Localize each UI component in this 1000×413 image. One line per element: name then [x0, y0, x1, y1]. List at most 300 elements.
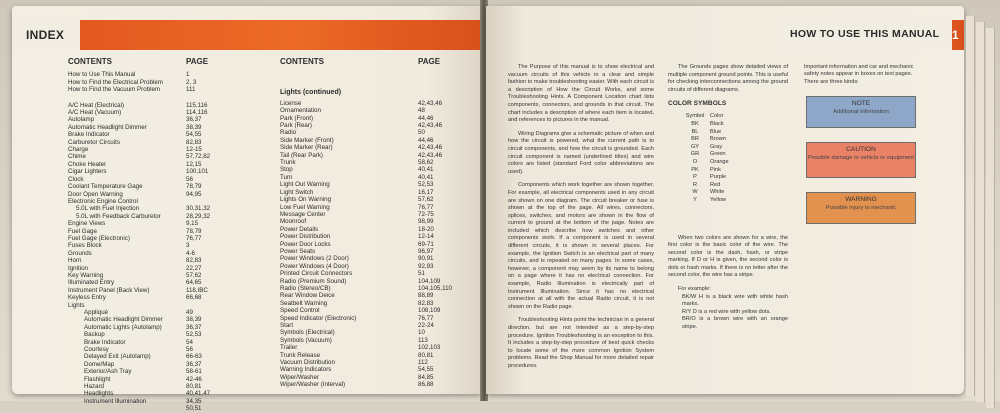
index-entry-label: Trailer: [280, 344, 298, 352]
index-row: [68, 287, 238, 294]
index-entry-label: Symbols (Electrical): [280, 329, 335, 337]
grounds-text: The Grounds pages show detailed views of multiple component ground points. This is useful for checking interconnections among the ground circuits of different diagrams.: [668, 64, 788, 93]
index-row: [68, 116, 238, 123]
index-entry-label: Park (Front): [280, 114, 314, 122]
index-entry-label: Choke Heater: [68, 160, 107, 168]
color-name: Purple: [710, 174, 727, 181]
index-entry-page: 38,39: [186, 123, 202, 131]
top-entries: [68, 71, 238, 93]
index-entry-label: Horn: [68, 257, 82, 265]
index-entry-page: 94,95: [186, 190, 202, 198]
index-entry-page: 57,72,82: [186, 153, 211, 161]
warning-title: WARNING: [845, 196, 877, 203]
index-row: [68, 161, 238, 168]
color-symbols-column: [668, 64, 788, 332]
color-rows: [680, 121, 800, 205]
index-entry-page: 118,IBC: [186, 286, 208, 294]
index-row: [68, 316, 238, 323]
lights-continued-heading: Lights (continued): [280, 89, 342, 97]
index-entry-label: Rear Window Deice: [280, 292, 335, 300]
index-entry-page: 96,97: [418, 247, 434, 255]
index-entry-page: 9,15: [186, 220, 199, 228]
index-entries: [68, 102, 238, 413]
index-row: [68, 309, 238, 316]
index-row: [68, 109, 238, 116]
index-row: [68, 383, 238, 390]
index-entry-label: Keyless Entry: [68, 294, 106, 302]
index-row: [68, 191, 238, 198]
index-entry-label: Chime: [68, 153, 86, 161]
index-row: [280, 270, 470, 277]
index-page: [12, 6, 482, 413]
index-entry-page: 88,89: [418, 292, 434, 300]
index-entry-label: Brake Indicator: [84, 338, 126, 346]
index-entry-page: 57,62: [186, 271, 202, 279]
index-entry-label: Printed Circuit Connectors: [280, 270, 353, 278]
color-symbols-title: COLOR SYMBOLS: [668, 100, 727, 108]
index-entry-label: Ignition: [68, 264, 88, 272]
index-row: [280, 352, 470, 359]
index-row: [68, 235, 238, 242]
index-row: [68, 139, 238, 146]
color-row: [680, 159, 800, 167]
color-name: Gray: [710, 143, 723, 150]
index-entry-label: Start: [280, 322, 294, 329]
index-entry-page: 28,29,32: [186, 212, 211, 220]
index-row: [280, 374, 470, 381]
color-name: Yellow: [710, 196, 726, 203]
index-entry-page: 72-75: [418, 210, 434, 218]
index-entry-label: Fuses Block: [68, 242, 102, 250]
index-entry-label: Symbols (Vacuum): [280, 336, 332, 344]
index-row: [68, 279, 238, 286]
color-symbol: R: [692, 181, 698, 188]
intro-text-column: [508, 64, 654, 377]
color-row: [680, 151, 800, 159]
index-entry-page: 40,41: [418, 173, 434, 181]
color-name: Pink: [710, 166, 721, 173]
index-entry-page: 40,41: [418, 166, 434, 174]
index-entry-page: 42,43,46: [418, 151, 443, 159]
index-entry-page: 42,43,46: [418, 122, 443, 130]
paragraph: Wiring Diagrams give a schematic picture of when and how the circuit is powered, what the current path is to circuit components, and how the circuit is grounded. Each circuit component is named (underlined titles) and wire colors are listed (standard Ford color abbreviations are used).: [508, 130, 654, 175]
index-entry-label: How to Find the Electrical Problem: [68, 78, 163, 86]
index-entry-label: Cigar Lighters: [68, 168, 107, 176]
contents-header: [68, 58, 238, 65]
color-symbol: GR: [690, 151, 700, 158]
color-name: Red: [710, 181, 721, 188]
index-row: [68, 213, 238, 220]
color-name: Orange: [710, 158, 729, 165]
caution-description: Possible damage to vehicle or equipment: [807, 155, 915, 161]
index-entry-label: Dome/Map: [84, 360, 115, 368]
index-row: [280, 100, 470, 107]
index-entry-page: 78,79: [186, 183, 202, 191]
index-entry-page: 82,83: [186, 257, 202, 265]
index-row: [280, 166, 470, 173]
how-to-banner: [782, 20, 964, 50]
index-entry-page: 42,43,46: [418, 99, 443, 107]
note-title: NOTE: [851, 100, 871, 107]
index-entry-page: 78,79: [186, 227, 202, 235]
index-entry-page: 3: [186, 242, 190, 250]
index-row: [280, 248, 470, 255]
index-row: [68, 339, 238, 346]
index-entry-label: Radio (Premium Sound): [280, 277, 347, 285]
index-row: [280, 307, 470, 314]
index-entry-page: 66-63: [186, 353, 202, 361]
index-entry-label: Electronic Engine Control: [68, 197, 138, 205]
index-row: [68, 242, 238, 249]
index-entry-page: 44,46: [418, 136, 434, 144]
index-row: [68, 86, 238, 93]
index-entry-label: Brake Indicator: [68, 131, 110, 139]
index-row: [280, 144, 470, 151]
index-entry-page: 64,65: [186, 279, 202, 287]
index-entry-label: Tail (Rear Park): [280, 151, 323, 159]
index-entry-label: Backup: [84, 331, 105, 339]
index-entry-page: 108,109: [418, 307, 441, 315]
note-description: Additional information: [833, 109, 889, 115]
index-row: [280, 211, 470, 218]
color-row: [680, 197, 800, 205]
index-entry-page: 40,41,47: [186, 390, 211, 398]
index-entry-page: 82,83: [418, 299, 434, 307]
index-entry-page: 4-6: [186, 249, 195, 257]
page-label-2: PAGE: [418, 57, 441, 66]
index-row: [280, 300, 470, 307]
index-entry-label: 5.0L with Feedback Carburetor: [76, 212, 161, 220]
index-entry-page: 69-71: [418, 240, 434, 248]
index-row: [68, 153, 238, 160]
index-row: [68, 220, 238, 227]
index-entry-page: 58,62: [418, 159, 434, 167]
index-entry-page: 102,103: [418, 344, 441, 352]
index-entry-label: Clock: [68, 175, 84, 183]
index-entry-label: Carburetor Circuits: [68, 138, 120, 146]
index-entry-page: 56: [186, 346, 193, 354]
index-row: [280, 255, 470, 262]
index-entry-label: Trunk: [280, 159, 296, 167]
index-row: [68, 228, 238, 235]
index-row: [280, 292, 470, 299]
example-line: R/Y D is a red wire with yellow dots.: [682, 308, 771, 315]
page-number: 1: [952, 28, 959, 42]
index-entry-label: Low Fuel Warning: [280, 203, 330, 211]
index-entry-page: 76,77: [186, 234, 202, 242]
index-row: [280, 174, 470, 181]
index-entry-page: 82,83: [186, 138, 202, 146]
index-row: [68, 324, 238, 331]
index-entry-page: 50: [418, 129, 425, 137]
index-row: [68, 146, 238, 153]
color-row: [680, 167, 800, 175]
index-entry-label: Light Switch: [280, 188, 314, 196]
index-row: [68, 331, 238, 338]
index-entry-page: [186, 198, 238, 205]
contents-column-1: [68, 58, 238, 413]
index-entry-label: Turn: [280, 173, 293, 181]
index-entry-label: Automatic Lights (Autolamp): [84, 323, 162, 331]
index-entry-page: 86,88: [418, 381, 434, 389]
index-row: [280, 204, 470, 211]
index-entry-page: 66,68: [186, 294, 202, 302]
index-row: [68, 398, 238, 405]
index-entry-label: Speed Indicator (Electronic): [280, 314, 357, 322]
index-row: [280, 115, 470, 122]
color-name: Brown: [710, 136, 726, 143]
index-row: [280, 122, 470, 129]
two-color-text: When two colors are shown for a wire, the first color is the basic color of the wire. The second color is the dash, hash, or stripe marking. If D or H is given, the second color is dots or hash marks. If there is no letter after the second color, the wire has a stripe. For example: BK/W H is a black wire with white hash marks. R/Y D is a red wire with yellow dots. BR/O is a brown wire with an orange stripe.: [668, 234, 788, 331]
index-entry-page: 76,77: [418, 203, 434, 211]
index-entry-label: Key Warning: [68, 271, 104, 279]
index-entry-page: 52,53: [186, 331, 202, 339]
index-entry-label: How to Find the Vacuum Problem: [68, 86, 161, 94]
index-entry-label: Power Details: [280, 225, 319, 233]
page-edge: [986, 28, 995, 408]
paragraph: Components which work together are shown together. For example, all electrical components used in any circuit are shown on one diagram. The circuit breaker or fuse is shown at the top of the page. All wires, connectors, splices, switches, and motors are shown in the flow of current to ground at the bottom of the page. Notes are included which describe how switches and other components work. If a component is used in several different circuits, it is shown in several places. For example, the Ignition Switch is an electrical part of many circuits, and is repeated on many pages. In some cases, however, a component may seem by its name to belong on a page where it has no electrical connection. For example, Radio Illumination is electrically part of Instrument Illumination. Since it has no electrical connection at all with the actual Radio circuit, it is not shown on the Radio page.: [508, 182, 654, 310]
index-row: [280, 344, 470, 351]
index-row: [280, 241, 470, 248]
index-entry-label: Speed Control: [280, 307, 320, 315]
example-line: BK/W H is a black wire with white hash marks.: [682, 293, 788, 308]
index-entry-label: Coolant Temperature Gage: [68, 183, 143, 191]
index-entry-label: Courtesy: [84, 346, 109, 354]
index-entry-page: 42-46: [186, 375, 202, 383]
index-row: [280, 329, 470, 336]
index-entry-label: Lights: [68, 301, 85, 309]
index-entry-label: Hazard: [84, 383, 104, 391]
color-row: [680, 144, 800, 152]
index-entry-page: 100,101: [186, 168, 209, 176]
index-entry-label: Lights On Warning: [280, 196, 332, 204]
index-entry-page: 114,116: [186, 109, 208, 117]
index-entry-label: Automatic Headlight Dimmer: [84, 316, 163, 324]
index-row: [280, 137, 470, 144]
caution-box: [806, 142, 916, 178]
index-entry-page: 54,55: [418, 366, 434, 374]
index-entry-label: Trunk Release: [280, 351, 321, 359]
index-row: [280, 322, 470, 329]
example-line: BR/O is a brown wire with an orange stripe.: [682, 316, 788, 331]
index-row: [68, 361, 238, 368]
index-row: [68, 71, 238, 78]
index-row: [68, 302, 238, 309]
index-row: [280, 159, 470, 166]
index-entry-page: 42,43,46: [418, 144, 443, 152]
index-entry-label: Light Out Warning: [280, 181, 330, 189]
index-entry-label: Side Marker (Rear): [280, 144, 333, 152]
index-row: [68, 79, 238, 86]
color-name: Green: [710, 151, 726, 158]
color-symbol-table: [680, 113, 800, 204]
index-entry-label: Power Seats: [280, 247, 316, 255]
index-row: [280, 233, 470, 240]
color-symbol: GY: [690, 143, 700, 150]
index-entry-label: Radio (Stereo/CB): [280, 284, 331, 292]
color-symbol: W: [692, 189, 698, 196]
index-entry-label: Flashlight: [84, 375, 111, 383]
index-entry-label: How to Use This Manual: [68, 71, 136, 79]
example-list: [668, 294, 788, 332]
index-entry-page: 51: [418, 270, 425, 278]
index-row: [68, 368, 238, 375]
index-row: [68, 176, 238, 183]
index-row: [280, 196, 470, 203]
color-symbol: BK: [691, 120, 699, 127]
contents-label: CONTENTS: [68, 57, 112, 66]
index-entry-page: 44,46: [418, 114, 434, 122]
index-entry-page: 112: [418, 359, 428, 367]
index-entry-label: Radio: [280, 129, 297, 137]
index-entry-label: Illuminated Entry: [68, 279, 115, 287]
index-entry-page: 54,55: [186, 131, 202, 139]
index-entry-page: 58-61: [186, 368, 202, 376]
index-row: [280, 359, 470, 366]
index-row: [280, 285, 470, 292]
note-box: [806, 96, 916, 128]
color-table-header: Symbol Color: [685, 113, 724, 120]
index-entry-page: 38,39: [186, 316, 202, 324]
index-entry-page: 49: [186, 309, 193, 316]
index-row: [68, 272, 238, 279]
page-edge: [976, 22, 985, 402]
index-entry-label: Instrument Illumination: [84, 397, 147, 405]
color-row: [680, 121, 800, 129]
index-entry-page: 92,93: [418, 262, 434, 270]
color-symbol: P: [693, 174, 697, 181]
index-entry-page: 84,85: [418, 373, 434, 381]
index-row: [68, 353, 238, 360]
color-row: [680, 129, 800, 137]
index-entry-label: Ornamentation: [280, 107, 321, 115]
index-row: [68, 198, 238, 205]
index-entry-label: Fuel Gage (Electronic): [68, 234, 130, 242]
index-entry-page: 16,17: [418, 188, 434, 196]
page-edge: [966, 16, 975, 396]
index-entry-page: 111: [186, 86, 196, 94]
index-row: [280, 181, 470, 188]
index-entry-label: Grounds: [68, 249, 92, 257]
index-entry-page: 12-14: [418, 233, 434, 241]
index-entry-label: Park (Rear): [280, 122, 312, 130]
index-row: [68, 168, 238, 175]
color-symbol: BL: [691, 128, 699, 135]
index-entry-page: [186, 302, 238, 309]
color-name: White: [710, 189, 725, 196]
index-entry-label: Appliqué: [84, 309, 109, 316]
index-entry-label: Warning Indicators: [280, 366, 332, 374]
index-entry-label: Wiper/Washer: [280, 373, 319, 381]
index-entry-page: 48: [418, 107, 425, 115]
index-row: [68, 346, 238, 353]
index-row: [68, 376, 238, 383]
color-row: [680, 174, 800, 182]
index-row: [68, 131, 238, 138]
index-title: INDEX: [26, 28, 65, 42]
index-entry-label: Wiper/Washer (Interval): [280, 381, 346, 389]
color-row: [680, 136, 800, 144]
index-entry-page: 10: [418, 329, 425, 337]
safety-intro: Important information and car and mechanic safety notes appear in boxes on text pages. There are three kinds:: [804, 64, 914, 85]
index-row: [68, 294, 238, 301]
index-entry-page: 34,35: [186, 397, 202, 405]
index-entry-label: Message Center: [280, 210, 326, 218]
index-row: [280, 263, 470, 270]
index-entry-label: Power Windows (4 Door): [280, 262, 349, 270]
index-entries-2: [280, 100, 470, 389]
index-entry-page: 54: [186, 338, 193, 346]
index-row: [68, 390, 238, 397]
index-entry-page: 113: [418, 336, 428, 344]
paragraph: The Purpose of this manual is to show electrical and vacuum circuits of this vehicle in a clear and simple fashion to make troubleshooting easier. With each circuit is a description of How the Circuit Works, and some Troubleshooting Hints. A Component Location chart lists components, connectors, and grounds in that circuit. The chart includes a description of where each item is located, and references to pictures in the manual.: [508, 64, 654, 124]
index-row: [68, 250, 238, 257]
index-entry-page: 76,77: [418, 314, 434, 322]
color-symbol: BR: [691, 136, 699, 143]
index-entry-label: Fuel Gage: [68, 227, 97, 235]
color-row: [680, 189, 800, 197]
index-row: [68, 257, 238, 264]
index-entry-page: 2, 3: [186, 78, 197, 86]
index-entry-label: Charge: [68, 146, 89, 154]
index-entry-page: 50,51: [186, 405, 202, 413]
page-label: PAGE: [186, 57, 209, 66]
index-entry-label: Delayed Exit (Autolamp): [84, 353, 151, 361]
index-entry-label: Power Windows (2 Door): [280, 255, 349, 263]
warning-description: Possible injury to mechanic: [825, 205, 897, 211]
index-entry-page: 104,109: [418, 277, 441, 285]
index-row: [280, 337, 470, 344]
contents-label-2: CONTENTS: [280, 57, 324, 66]
index-entry-label: Exterior/Ash Tray: [84, 368, 132, 376]
index-row: [68, 405, 238, 412]
index-entry-page: 22,27: [186, 264, 202, 272]
how-to-use-page: [486, 6, 964, 394]
index-entry-label: Automatic Headlight Dimmer: [68, 123, 147, 131]
index-row: [280, 278, 470, 285]
contents-header-2: [280, 58, 470, 65]
index-entry-label: Moonroof: [280, 218, 307, 226]
index-row: [68, 265, 238, 272]
index-entry-label: Autolamp: [68, 116, 95, 124]
index-entry-page: 80,81: [186, 383, 202, 391]
color-row: [680, 182, 800, 190]
index-entry-page: 57,62: [418, 196, 434, 204]
index-entry-label: 5.0L with Fuel Injection: [76, 205, 140, 213]
color-name: Blue: [710, 128, 722, 135]
warning-box: [806, 192, 916, 224]
index-entry-label: License: [280, 99, 302, 107]
index-entry-page: 12-15: [186, 146, 202, 154]
index-banner: [12, 20, 482, 50]
index-row: [68, 102, 238, 109]
index-entry-page: 90,91: [418, 255, 434, 263]
index-entry-label: A/C Heat (Electrical): [68, 101, 125, 109]
index-entry-page: 18-20: [418, 225, 434, 233]
index-entry-page: 12,15: [186, 160, 202, 168]
caution-title: CAUTION: [846, 146, 876, 153]
index-entry-label: Stop: [280, 166, 293, 174]
index-entry-label: Instrument Panel (Back View): [68, 286, 150, 294]
index-entry-label: A/C Heat (Vacuum): [68, 109, 122, 117]
color-symbol: PK: [691, 166, 699, 173]
index-entry-page: 36,37: [186, 360, 202, 368]
index-entry-page: 98,99: [418, 218, 434, 226]
index-row: [68, 124, 238, 131]
index-entry-page: 52,53: [418, 181, 434, 189]
color-symbol: Y: [693, 196, 697, 203]
index-entry-page: 56: [186, 175, 193, 183]
